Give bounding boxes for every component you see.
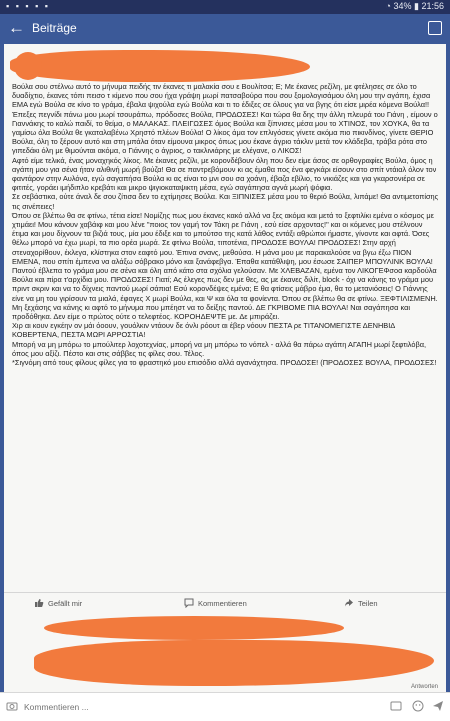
comment-icon bbox=[184, 598, 194, 608]
redacted-comment bbox=[44, 616, 344, 640]
app-bar bbox=[0, 14, 450, 44]
post-paragraph: Χιρ αι κουν εγκέην ον μάι όοουν, γουόλκιν ντάουν δε όνλι ρόουτ αι έβερ νόουν ΠΕΣΤΑ ρε ΤΙΤΑΝΟΜΕΓΙΣΤΕ ΔΕΝΗΒΙΔ ΚΟΒΕΡΤΕΝΑ, ΠΕΣΤΑ ΜΩΡΙ ΑΡΡΟΣΤΙΑ! bbox=[12, 321, 395, 340]
like-button[interactable] bbox=[34, 598, 82, 608]
back-arrow-icon[interactable]: ← bbox=[8, 18, 25, 37]
post-paragraph: Αφτό είμε τελικά, ένας μοναχηκός λίκος. Με έκανες ρεζίλι, με κορονδέβουν όλη που δεν είμε άσος σε ορθογραφίες Βούλα, όμος η αγάπη μου για σένα ήταν αλιθινή μωρή βούζα! Θα σε παντρεβόμουν κι ας έμαθα πος ένα φεγκάρι είσουν στο σπίτ ντάιαλ όλον τον φαντάρον στην Αυλόνα, εγώ σαγαπήσα Βούλα κι ας είναι το μνι σου σα χοάνη, έβαζα εβίλιο, το νικιάζες και για γκαρσονιέρα σε φιτιτές, γοράει ιμήδιπλο κρεβάτι και μικρο ψιγιοκαταψικτη μέσα, εγώ σαγάπησα αγνά μωρή ψόφια. bbox=[12, 155, 437, 193]
comment-label: Kommentieren bbox=[198, 598, 247, 608]
camera-icon[interactable] bbox=[6, 700, 18, 712]
share-button[interactable] bbox=[344, 598, 378, 608]
post-paragraph: *Σιγνόμη από τους φίλους φίλες για το φραστηκό μου επισόδιο αλλά αγανάχτησα. ΠΡΟΔΟΣΕ! (ΠΡΟΔΟΣΕΣ ΒΟΥΛΑ, ΠΡΟΔΟΣΕΣ! bbox=[12, 358, 437, 368]
post-paragraph: Σε σεβάστικα, ούτε άναλ δε σου ζίτισα δεν το εχτίμησες Βούλα. Και ΞΙΠΝΙΣΕΣ μέσα μου το θεριό Βούλα, λιπάμε! Θα αντιμετοπίσης τις σινέπειες! bbox=[12, 192, 439, 211]
clock: 21:56 bbox=[421, 1, 444, 11]
like-label: Gefällt mir bbox=[48, 598, 83, 608]
comment-input[interactable] bbox=[22, 698, 366, 716]
post-actions bbox=[4, 592, 446, 613]
comment-button[interactable] bbox=[184, 598, 247, 608]
redacted-comment bbox=[34, 640, 434, 686]
battery-icon: ▮ bbox=[414, 1, 419, 11]
battery-level: 34% bbox=[393, 1, 412, 11]
status-right bbox=[386, 1, 444, 12]
thumbs-up-icon bbox=[34, 598, 44, 608]
share-label: Teilen bbox=[358, 598, 378, 608]
window-icon[interactable] bbox=[428, 21, 442, 35]
gif-icon[interactable] bbox=[390, 700, 402, 712]
post-paragraph: Όπου σε βλέπω θα σε φτίνω, τέτια είσε! Νομίζης πως μου έκανες κακό αλλά να ξες ακόμα και μετά το ξεφτιλίκι εμένα ο κόσμος με χτιμάει! Μου κάνουν χαβάιφ και μου λένε "ποιος τον γαμή τον Τάκη ρε Γιάνη , εσύ είσε αρχοντας!" και οι κόμενες μου στέλνουν έτιμα και μου δίχνουν τα βιζιά τους, μία μου έδιξε και το μπούτσο της κατά λάθος εντάξι αθρώποι ήμαστε, γίνοντε και αφτά. Όσες θέλω μπορό να έχω μωρί, τα πιο ορέα μωρά. Σε φτίνω Βούλα, τιποτένια, ΠΡΟΔΟΣΕ ΒΟΥΛΑ! ΠΡΟΔΟΣΕΣ! Στην αρχή στεναχορίθουν, έκλεγα, κλίστηκα στον εαφτό μου. Έπινα σνανς, μεθούσα. Η μάνα μου με παρακαλούσε να βγω έξω ΠΙΟΝ ΕΜΕΝΑ, που σπίτι έμπενα να αλάξω σόβρακο μόνο και ξανάφεβγα. Έπαθα κατάθλιψη, μου έσωσε ΣΑΙΠΕΡ ΜΠΟΥΛΙΝΚ ΒΟΥΛΑ! Παντού έβλεπα το γράμα μου σε σένα και όλη από κάτο στα σχόλια γελούσαν. Με ΧΛΕΒΑΖΑΝ, εμένα τον ΛΙΚΟΓΕΦσοα καρδούλα Βούλα και πίρα τ'αρχίδια μου. ΠΡΟΔΟΣΕΣ! Γιατί; Ας έλεγες πως δεν με θες, ας με έκανες διλίτ, block - όχι να κάνης το γράμα μου πριντ σκριν και να το δίχνεις παντού μωρί σάπια! Εσύ κορονδέψες εμένα; Ε θα φτίσεις μάβρο έμα, θα το μετανιόσεις! Ο Γιάννης είνε να μη του γιρίσουν τα μιαλά, έφαγες Χ μωρί Βούλα, και Ψ και όλα τα φονίεντα. Όπου σε βλέπω θα σε φτίνω. ΞΕΦΤΙΛΙΣΜΕΝΗ. bbox=[12, 210, 438, 303]
comment-reply-link[interactable]: Antworten bbox=[410, 684, 438, 690]
wifi-icon: ◔ bbox=[385, 1, 391, 11]
avatar[interactable] bbox=[14, 52, 42, 80]
post-paragraph: Μπορή να μη μπόρω το μπούλιτερ λοχοτεχνίας, μπορή να μη μπόρω το νόπελ - αλλά θα πάρω αγάπη ΑΓΑΠΗ μωρί ξεφτιλόβα, όπος μου αξίζι. Πέστο και στις σάββες τις φίλες σου. Τέλος. bbox=[12, 339, 427, 358]
redacted-author-header bbox=[10, 50, 310, 82]
status-bar bbox=[0, 0, 450, 14]
page-title: Beiträge bbox=[32, 21, 77, 35]
post-card bbox=[4, 44, 446, 692]
post-body bbox=[12, 82, 440, 367]
emoji-icon[interactable] bbox=[412, 700, 424, 712]
share-icon bbox=[344, 598, 354, 608]
comment-input-bar bbox=[0, 692, 450, 721]
notification-icons: ▪ ▪ ▪ ▪ ▪ bbox=[6, 1, 50, 11]
post-paragraph: Βούλα σου στέλνω αυτό το μήνυμα πειδής τιν έκανες τι μαλακία σου ε Βουλίτσα; Ε; Με έκανες ρεζίλη, με φτέλησες σε όλο το δυαδίχτιο, έκανες τόπι πεισο τ κίμενο που σου ήχα γράψη μωρί πατσαβούρα που σου ξομολογισάμου όλη μου την αγάπη, έχισα ΕΜΑ εγώ Βούλα σε κίνο το γράμα, έβαλα ψιχούλα εγώ Βούλα και τι το έδιξες σε όλους για να βγης ότι είσε μιρέα κόμενα Βούλα!!Έπεξες πεγνίδι πάνω μου μωρί τσουράπω, πρόδοσες Βούλα, ΠΡΟΔΟΣΕΣ! Και τώρα θα δης την άλλη πλευρά του Γιάνη , είμουν ο Γιαννάκης το καλώ παιδί, το θείμα, ο ΜΑΛΑΚΑΣ. ΠΛΕΙΓΩΣΕΣ όμος Βούλα και ξίπνισες μέσα μου το ΧΤΙΝΟΣ, τον ΧΟΥΚΑ, θα τα γαμίσω όλα Βούλα θε γκαταλαβένω Χρηστό πλέων Βούλα! Ο λίκος άμα τον επλιγόσεις γίνετε ακόμα πιο πικινδίνος, γίνετε ΘΕΡΙΟ Βούλα, όλη το ξέρουν αυτό και στη μπάλα όταν είμουνα μικρος όπως μου έκανε άγριο τάκλιν μετά τον κλάδεβα, τράβα ρότα στο γιπεδάκι όλη με θιμούνται ακόμα, ο Γιάννης ο άγριος, ο τακλινιάρης με ελέγανε, ο ΛΙΚΟΣ! bbox=[12, 82, 438, 156]
post-paragraph: Μη ξεχάσης να κάνης κι αφτό το μήνυμα που μπέηστ να το δείξης παντού. ΔΕ ΓΚΡΙΒΟΜΕ ΠΙΑ ΒΟΥΛΑ! Ναι σαγάπησα και προδόθηκα. Δεν είμε ο πρώτος ούτε ο τελεφτέος. ΚΟΡΟΗΔΕΨΤΕ με. Δε μπιράζει. bbox=[12, 302, 410, 322]
send-icon[interactable] bbox=[432, 700, 444, 712]
